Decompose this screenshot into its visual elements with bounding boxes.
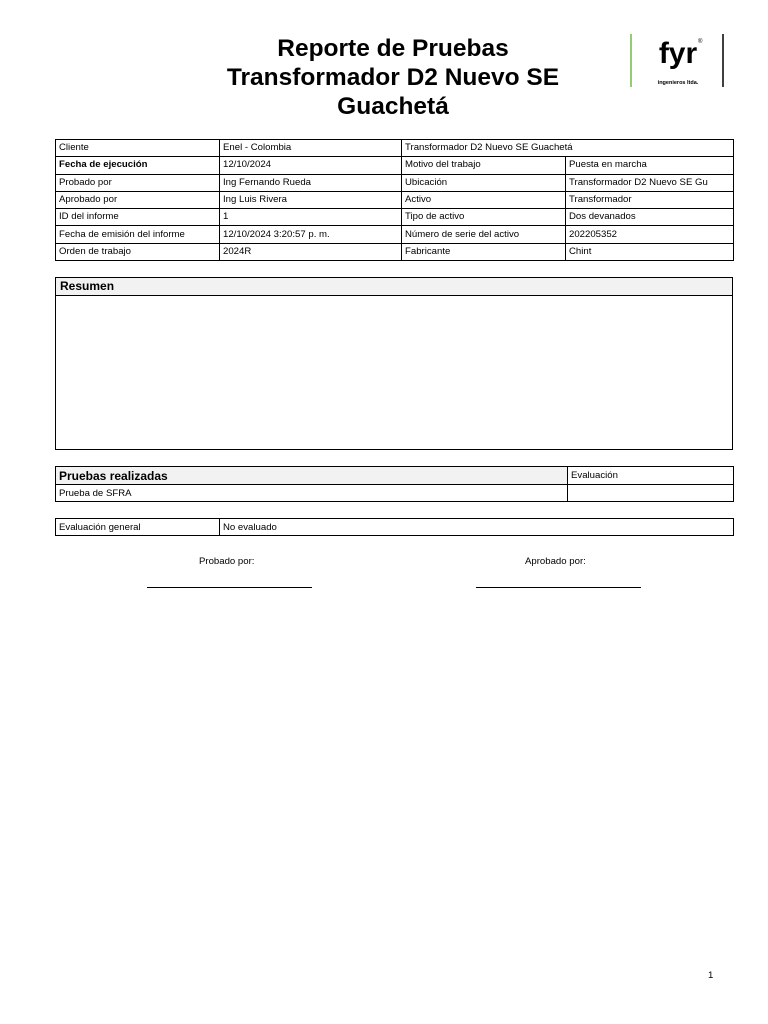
tests-heading: Pruebas realizadas: [56, 467, 568, 485]
info-row: [56, 140, 734, 157]
label-cliente: Cliente: [56, 140, 220, 157]
report-info-table: [55, 139, 734, 261]
info-row: [56, 174, 734, 191]
value-id-informe: 1: [220, 209, 402, 226]
label-activo: Activo: [402, 191, 566, 208]
page-number: 1: [708, 970, 714, 981]
info-row: [56, 209, 734, 226]
approved-by-signature-line: [476, 587, 641, 588]
value-orden-trabajo: 2024R: [220, 243, 402, 260]
evaluation-heading: Evaluación: [568, 467, 734, 485]
label-probado-por: Probado por: [56, 174, 220, 191]
info-row: [56, 191, 734, 208]
tests-header-row: [56, 467, 734, 485]
value-cliente: Enel - Colombia: [220, 140, 402, 157]
value-aprobado-por: Ing Luis Rivera: [220, 191, 402, 208]
info-row: [56, 157, 734, 174]
test-evaluation: [568, 485, 734, 502]
label-aprobado-por: Aprobado por: [56, 191, 220, 208]
value-numero-serie: 202205352: [566, 226, 734, 243]
value-fecha-ejecucion: 12/10/2024: [220, 157, 402, 174]
info-row: [56, 226, 734, 243]
summary-heading: Resumen: [56, 278, 732, 296]
title-line-3: Guachetá: [337, 93, 449, 120]
svg-text:®: ®: [698, 39, 703, 45]
label-fabricante: Fabricante: [402, 243, 566, 260]
value-activo: Transformador: [566, 191, 734, 208]
value-fecha-emision: 12/10/2024 3:20:57 p. m.: [220, 226, 402, 243]
report-title: [170, 34, 616, 121]
label-ubicacion: Ubicación: [402, 174, 566, 191]
general-evaluation-table: [55, 518, 734, 536]
label-id-informe: ID del informe: [56, 209, 220, 226]
title-line-1: Reporte de Pruebas: [277, 35, 509, 62]
logo-subtitle: ingenieros ltda.: [657, 80, 699, 86]
tested-by-label: Probado por:: [199, 556, 255, 567]
company-logo: [628, 33, 728, 89]
summary-section: [55, 277, 733, 450]
tests-table: [55, 466, 734, 502]
label-fecha-ejecucion: Fecha de ejecución: [56, 157, 220, 174]
value-asset-name: Transformador D2 Nuevo SE Guachetá: [402, 140, 734, 157]
general-evaluation-value: No evaluado: [220, 519, 734, 536]
value-motivo: Puesta en marcha: [566, 157, 734, 174]
svg-text:fyr: fyr: [658, 37, 698, 70]
label-tipo-activo: Tipo de activo: [402, 209, 566, 226]
value-ubicacion: Transformador D2 Nuevo SE Gu: [566, 174, 734, 191]
approved-by-label: Aprobado por:: [525, 556, 586, 567]
tested-by-signature-line: [147, 587, 312, 588]
test-name: Prueba de SFRA: [56, 485, 568, 502]
label-orden-trabajo: Orden de trabajo: [56, 243, 220, 260]
info-row: [56, 243, 734, 260]
title-line-2: Transformador D2 Nuevo SE: [226, 64, 560, 91]
table-row: [56, 519, 734, 536]
label-numero-serie: Número de serie del activo: [402, 226, 566, 243]
label-motivo: Motivo del trabajo: [402, 157, 566, 174]
label-fecha-emision: Fecha de emisión del informe: [56, 226, 220, 243]
value-probado-por: Ing Fernando Rueda: [220, 174, 402, 191]
table-row: [56, 485, 734, 502]
general-evaluation-label: Evaluación general: [56, 519, 220, 536]
value-fabricante: Chint: [566, 243, 734, 260]
value-tipo-activo: Dos devanados: [566, 209, 734, 226]
fyr-logo-icon: [628, 33, 728, 89]
